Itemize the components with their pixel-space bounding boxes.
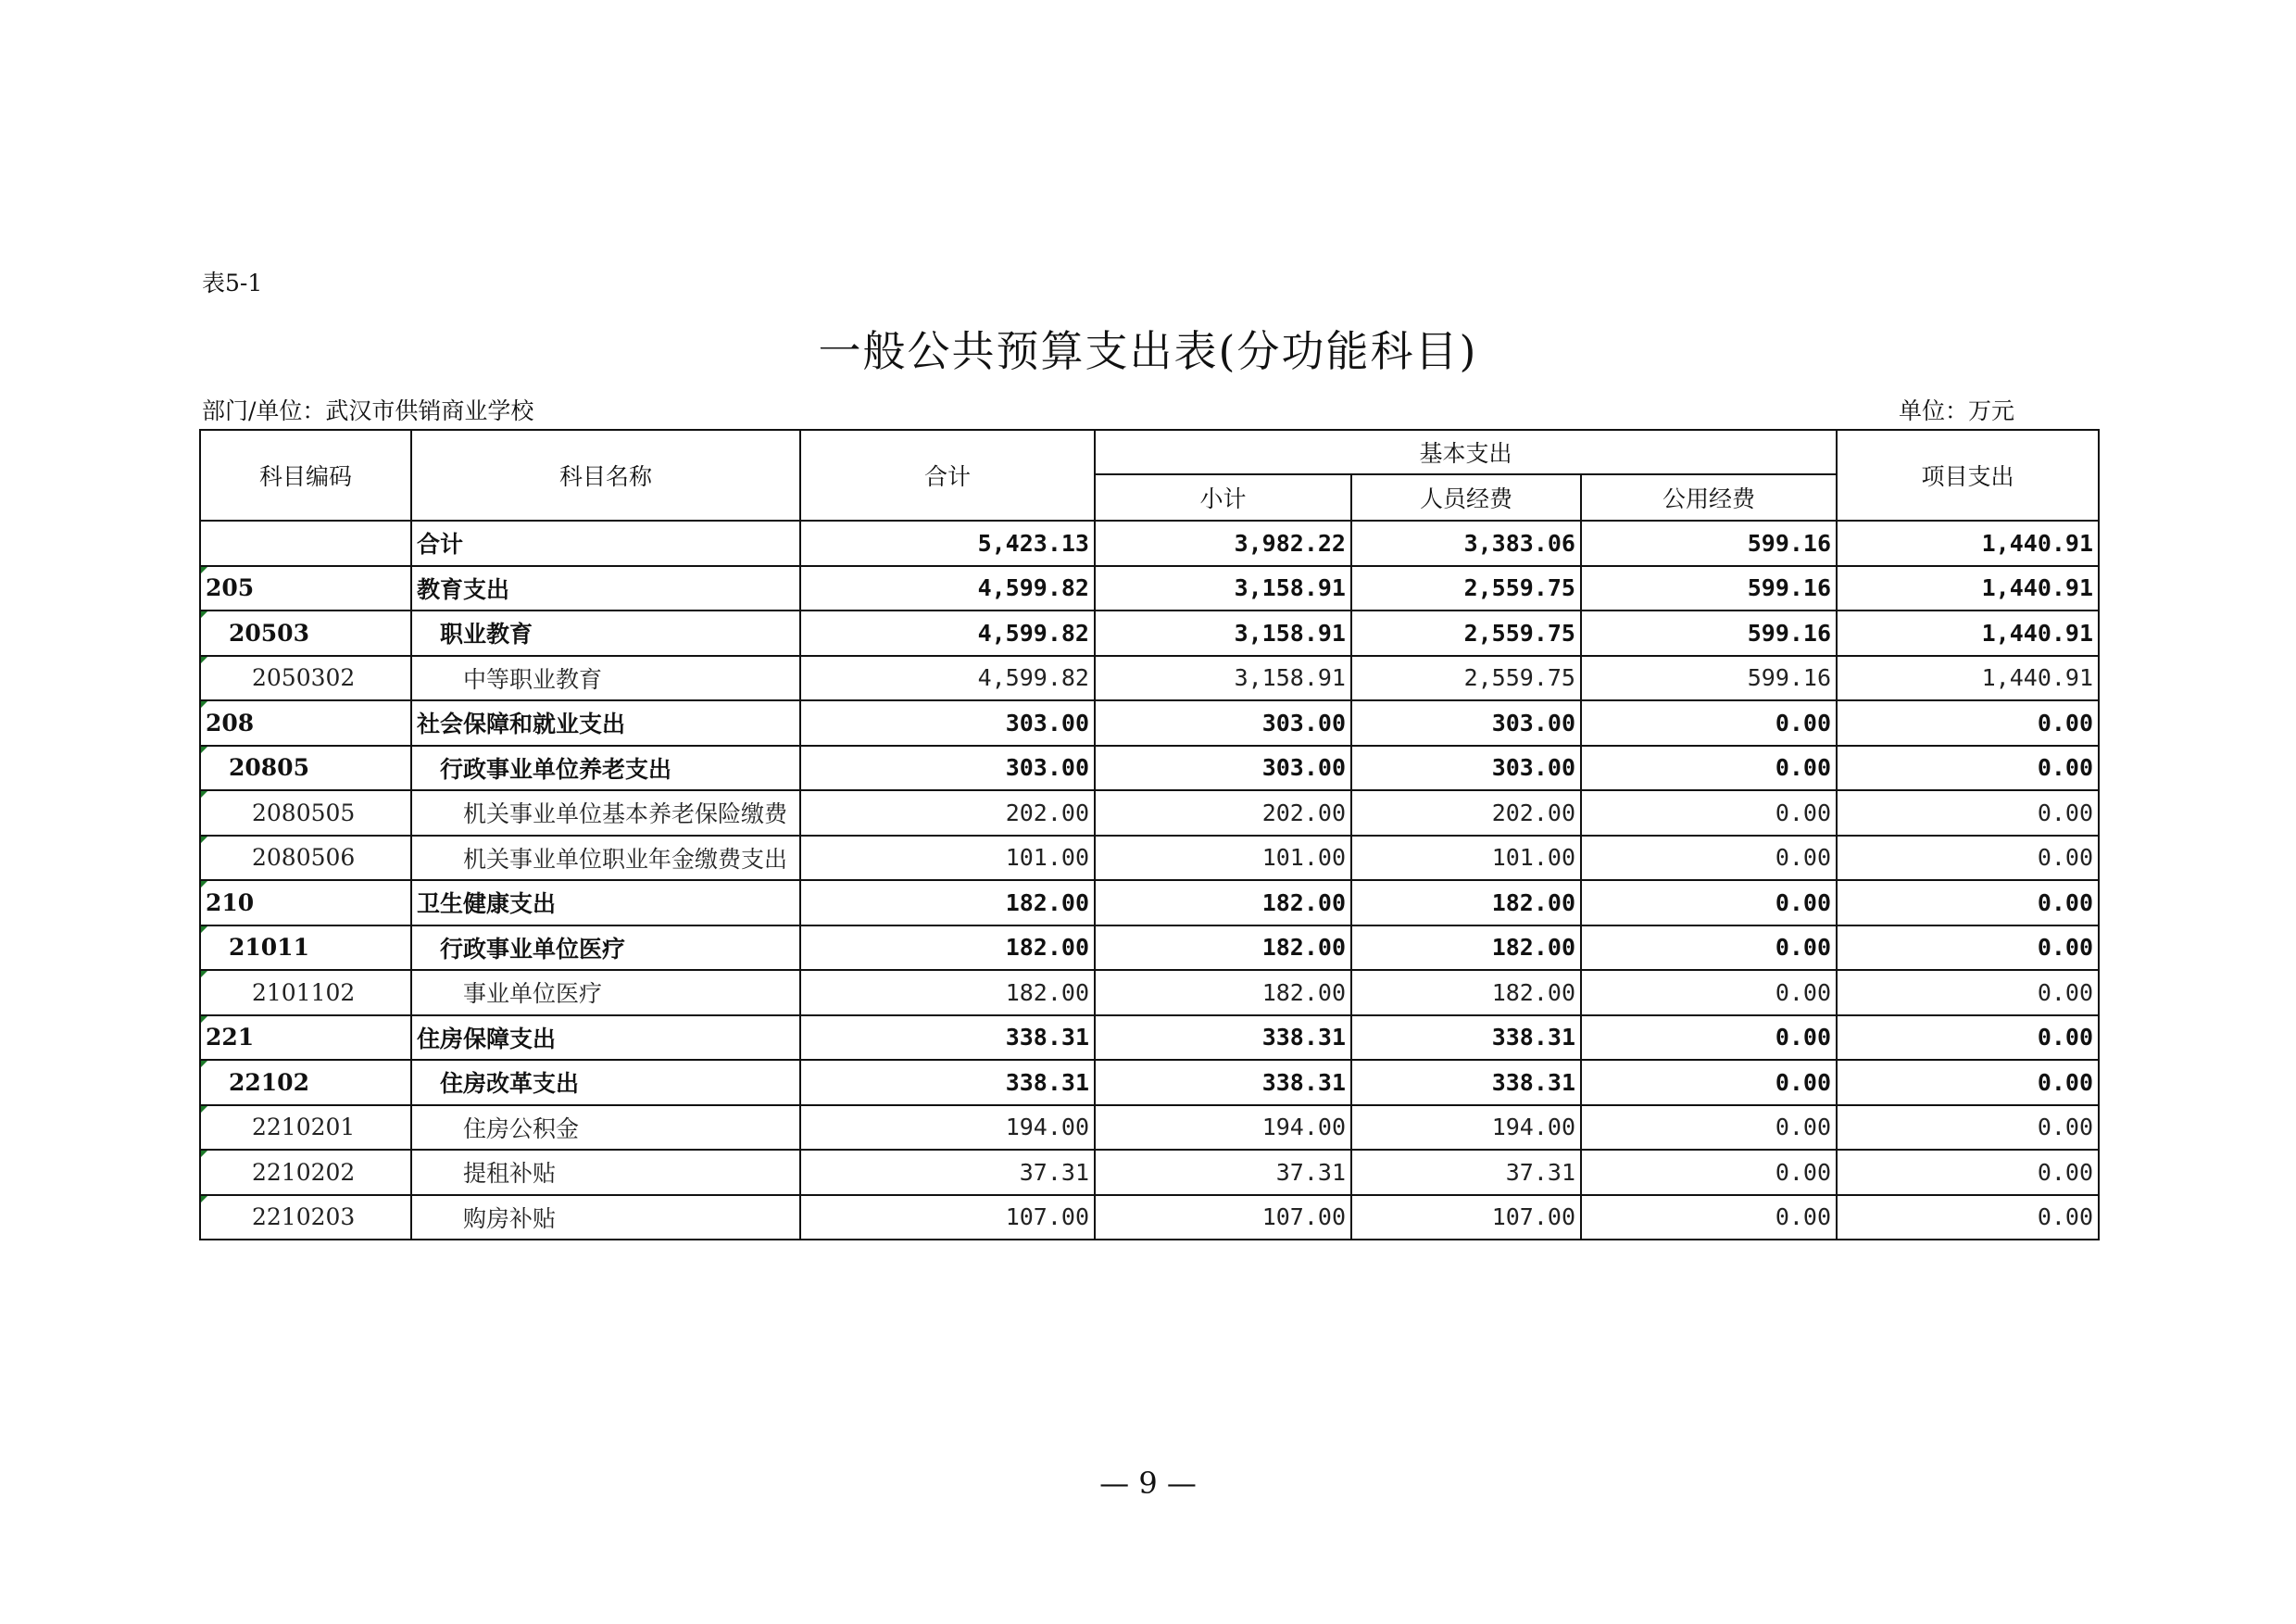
cell-code: 210 — [200, 880, 411, 925]
cell-project: 0.00 — [1837, 1195, 2099, 1240]
cell-code: 208 — [200, 700, 411, 746]
table-row — [200, 746, 2099, 791]
cell-personnel: 2,559.75 — [1351, 656, 1581, 701]
cell-name: 购房补贴 — [411, 1195, 800, 1240]
cell-project: 0.00 — [1837, 1150, 2099, 1195]
cell-personnel: 101.00 — [1351, 836, 1581, 881]
cell-public: 599.16 — [1581, 611, 1837, 656]
cell-public: 0.00 — [1581, 790, 1837, 836]
cell-public: 0.00 — [1581, 1150, 1837, 1195]
cell-public: 599.16 — [1581, 656, 1837, 701]
cell-total: 101.00 — [800, 836, 1095, 881]
cell-total: 182.00 — [800, 970, 1095, 1015]
cell-name: 职业教育 — [411, 611, 800, 656]
table-row — [200, 566, 2099, 611]
table-number: 表5-1 — [202, 270, 263, 296]
cell-total: 338.31 — [800, 1015, 1095, 1061]
table-row — [200, 790, 2099, 836]
cell-personnel: 37.31 — [1351, 1150, 1581, 1195]
cell-total: 107.00 — [800, 1195, 1095, 1240]
header-name: 科目名称 — [411, 430, 800, 521]
cell-project: 0.00 — [1837, 1105, 2099, 1151]
table-row — [200, 1015, 2099, 1061]
cell-public: 0.00 — [1581, 746, 1837, 791]
cell-public: 0.00 — [1581, 970, 1837, 1015]
cell-subtotal: 37.31 — [1095, 1150, 1351, 1195]
table-row — [200, 1195, 2099, 1240]
cell-name: 合计 — [411, 521, 800, 566]
cell-subtotal: 107.00 — [1095, 1195, 1351, 1240]
table-row — [200, 836, 2099, 881]
table-row — [200, 656, 2099, 701]
cell-project: 0.00 — [1837, 790, 2099, 836]
cell-project: 1,440.91 — [1837, 566, 2099, 611]
cell-project: 0.00 — [1837, 1060, 2099, 1105]
cell-public: 0.00 — [1581, 925, 1837, 971]
table-row — [200, 925, 2099, 971]
cell-total: 4,599.82 — [800, 566, 1095, 611]
unit-line: 单位：万元 — [1899, 397, 2015, 424]
cell-public: 599.16 — [1581, 566, 1837, 611]
cell-subtotal: 202.00 — [1095, 790, 1351, 836]
cell-project: 1,440.91 — [1837, 521, 2099, 566]
cell-total: 182.00 — [800, 925, 1095, 971]
page-title: 一般公共预算支出表(分功能科目) — [818, 326, 1478, 376]
cell-name: 中等职业教育 — [411, 656, 800, 701]
cell-name: 行政事业单位养老支出 — [411, 746, 800, 791]
budget-table — [199, 429, 2100, 1240]
cell-project: 0.00 — [1837, 970, 2099, 1015]
cell-total: 182.00 — [800, 880, 1095, 925]
cell-subtotal: 3,982.22 — [1095, 521, 1351, 566]
cell-total: 4,599.82 — [800, 611, 1095, 656]
cell-name: 机关事业单位基本养老保险缴费 — [411, 790, 800, 836]
cell-personnel: 194.00 — [1351, 1105, 1581, 1151]
cell-total: 202.00 — [800, 790, 1095, 836]
cell-personnel: 303.00 — [1351, 746, 1581, 791]
table-row — [200, 880, 2099, 925]
cell-public: 0.00 — [1581, 836, 1837, 881]
header-total: 合计 — [800, 430, 1095, 521]
cell-public: 0.00 — [1581, 1060, 1837, 1105]
cell-code: 22102 — [200, 1060, 411, 1105]
cell-subtotal: 182.00 — [1095, 925, 1351, 971]
header-public: 公用经费 — [1581, 474, 1837, 521]
cell-total: 5,423.13 — [800, 521, 1095, 566]
header-subtotal: 小计 — [1095, 474, 1351, 521]
cell-code: 221 — [200, 1015, 411, 1061]
cell-code: 2210201 — [200, 1105, 411, 1151]
cell-public: 0.00 — [1581, 1195, 1837, 1240]
cell-total: 194.00 — [800, 1105, 1095, 1151]
cell-personnel: 182.00 — [1351, 880, 1581, 925]
cell-subtotal: 182.00 — [1095, 880, 1351, 925]
cell-project: 0.00 — [1837, 746, 2099, 791]
cell-subtotal: 338.31 — [1095, 1060, 1351, 1105]
cell-public: 0.00 — [1581, 1015, 1837, 1061]
cell-subtotal: 3,158.91 — [1095, 656, 1351, 701]
cell-name: 机关事业单位职业年金缴费支出 — [411, 836, 800, 881]
cell-code: 205 — [200, 566, 411, 611]
cell-subtotal: 338.31 — [1095, 1015, 1351, 1061]
cell-code: 20805 — [200, 746, 411, 791]
header-code: 科目编码 — [200, 430, 411, 521]
cell-name: 教育支出 — [411, 566, 800, 611]
cell-project: 0.00 — [1837, 925, 2099, 971]
cell-project: 0.00 — [1837, 836, 2099, 881]
cell-code: 20503 — [200, 611, 411, 656]
cell-subtotal: 101.00 — [1095, 836, 1351, 881]
cell-code: 2210203 — [200, 1195, 411, 1240]
cell-subtotal: 182.00 — [1095, 970, 1351, 1015]
cell-personnel: 182.00 — [1351, 970, 1581, 1015]
cell-personnel: 338.31 — [1351, 1015, 1581, 1061]
cell-personnel: 2,559.75 — [1351, 611, 1581, 656]
cell-code: 2080506 — [200, 836, 411, 881]
cell-project: 0.00 — [1837, 1015, 2099, 1061]
cell-personnel: 3,383.06 — [1351, 521, 1581, 566]
cell-code: 21011 — [200, 925, 411, 971]
cell-project: 1,440.91 — [1837, 611, 2099, 656]
cell-subtotal: 194.00 — [1095, 1105, 1351, 1151]
cell-personnel: 202.00 — [1351, 790, 1581, 836]
table-row — [200, 970, 2099, 1015]
cell-personnel: 182.00 — [1351, 925, 1581, 971]
cell-name: 社会保障和就业支出 — [411, 700, 800, 746]
cell-project: 0.00 — [1837, 880, 2099, 925]
cell-code: 2080505 — [200, 790, 411, 836]
cell-project: 1,440.91 — [1837, 656, 2099, 701]
cell-personnel: 107.00 — [1351, 1195, 1581, 1240]
cell-personnel: 338.31 — [1351, 1060, 1581, 1105]
cell-total: 338.31 — [800, 1060, 1095, 1105]
header-basic: 基本支出 — [1095, 430, 1837, 474]
cell-total: 37.31 — [800, 1150, 1095, 1195]
cell-public: 599.16 — [1581, 521, 1837, 566]
cell-code: 2101102 — [200, 970, 411, 1015]
cell-name: 住房改革支出 — [411, 1060, 800, 1105]
table-row — [200, 611, 2099, 656]
cell-name: 行政事业单位医疗 — [411, 925, 800, 971]
table-row — [200, 1105, 2099, 1151]
cell-total: 303.00 — [800, 700, 1095, 746]
cell-personnel: 303.00 — [1351, 700, 1581, 746]
cell-code: 2210202 — [200, 1150, 411, 1195]
cell-public: 0.00 — [1581, 880, 1837, 925]
cell-name: 事业单位医疗 — [411, 970, 800, 1015]
cell-name: 住房保障支出 — [411, 1015, 800, 1061]
header-row-1 — [200, 430, 2099, 474]
cell-name: 住房公积金 — [411, 1105, 800, 1151]
table-row — [200, 1060, 2099, 1105]
cell-code: 2050302 — [200, 656, 411, 701]
department-line: 部门/单位：武汉市供销商业学校 — [202, 397, 534, 424]
cell-personnel: 2,559.75 — [1351, 566, 1581, 611]
cell-total: 4,599.82 — [800, 656, 1095, 701]
cell-name: 提租补贴 — [411, 1150, 800, 1195]
cell-public: 0.00 — [1581, 1105, 1837, 1151]
cell-project: 0.00 — [1837, 700, 2099, 746]
cell-total: 303.00 — [800, 746, 1095, 791]
header-project: 项目支出 — [1837, 430, 2099, 521]
table-row — [200, 521, 2099, 566]
cell-code — [200, 521, 411, 566]
table-row — [200, 1150, 2099, 1195]
page-number: — 9 — — [1099, 1466, 1197, 1501]
table-row — [200, 700, 2099, 746]
cell-subtotal: 3,158.91 — [1095, 566, 1351, 611]
cell-subtotal: 303.00 — [1095, 746, 1351, 791]
cell-subtotal: 3,158.91 — [1095, 611, 1351, 656]
header-personnel: 人员经费 — [1351, 474, 1581, 521]
cell-subtotal: 303.00 — [1095, 700, 1351, 746]
cell-public: 0.00 — [1581, 700, 1837, 746]
cell-name: 卫生健康支出 — [411, 880, 800, 925]
